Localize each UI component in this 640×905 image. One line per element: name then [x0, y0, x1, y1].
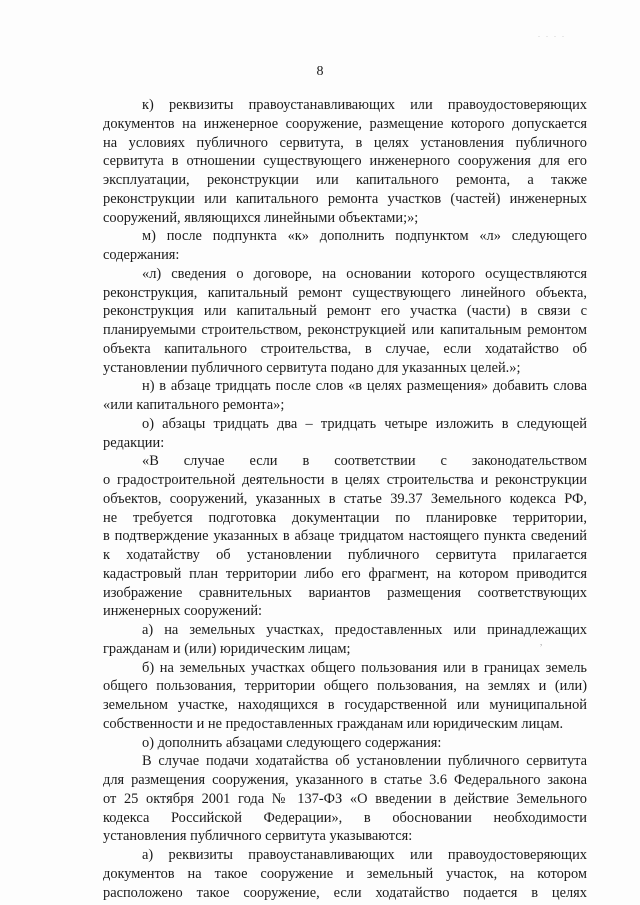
text-line: сервитута в отношении существующего инженерного сооружения для его [103, 153, 587, 170]
text-line: б) на земельных участках общего пользования или в границах земель [142, 659, 587, 676]
text-line: изображение сравнительных вариантов размещения соответствующих [103, 584, 587, 601]
text-line: к ходатайству об установлении публичного сервитута прилагается [103, 547, 587, 563]
paragraph [103, 96, 587, 227]
text-line: планируемыми строительством, реконструкцией или капитальным ремонтом [103, 322, 587, 338]
text-line: В случае подачи ходатайства об установлении публичного сервитута [142, 753, 587, 770]
paragraph [103, 734, 587, 753]
text-line: не требуется подготовка документации по планировке территории, [103, 509, 587, 526]
text-line: о) абзацы тридцать два – тридцать четыре изложить в следующей [142, 415, 587, 432]
paragraph [103, 265, 587, 378]
text-line: «л) сведения о договоре, на основании которого осуществляются [142, 265, 587, 282]
text-line: расположено такое сооружение, если ходатайство подается в целях [103, 884, 587, 901]
text-line: на условиях публичного сервитута, в целях установления публичного [103, 134, 587, 151]
text-line: в подтверждение указанных в абзаце тридцатом настоящего пункта сведений [103, 528, 587, 545]
text-line: «или капитального ремонта»; [103, 397, 285, 413]
text-line: кадастровый план территории либо его фрагмент, на котором приводится [103, 565, 587, 582]
text-line: объекта капитального строительства, в случае, если ходатайство об [103, 340, 587, 357]
text-line: инженерных сооружений: [103, 603, 263, 620]
text-line: «В случае если в соответствии с законодательством [142, 453, 587, 470]
text-line: земельном участке, находящихся в государственной или муниципальной [103, 697, 587, 713]
paragraph [103, 415, 587, 453]
text-line: редакции: [103, 434, 165, 451]
text-line: документов на инженерное сооружение, размещение которого допускается [103, 115, 587, 132]
text-line: объектов, сооружений, указанных в статье 39.37 Земельного кодекса РФ, [103, 490, 587, 507]
paragraph [103, 227, 587, 265]
text-line: реконструкция или капитальный ремонт его участка (части) в связи с [103, 303, 587, 320]
paragraph [103, 659, 587, 734]
paragraph [103, 377, 587, 415]
scan-corner-mark: . . . . [538, 30, 566, 39]
paragraph [103, 452, 587, 621]
text-line: установлении публичного сервитута подано для указанных целей.»; [103, 359, 521, 376]
text-line: к) реквизиты правоустанавливающих или правоудостоверяющих [142, 97, 587, 113]
stray-mark: , [540, 637, 543, 647]
text-line: от 25 октября 2001 года № 137-ФЗ «О введении в действие Земельного [103, 790, 587, 807]
text-line: документов на такое сооружение и земельный участок, на котором [103, 865, 587, 882]
text-line: а) реквизиты правоустанавливающих или правоудостоверяющих [142, 847, 587, 863]
text-line: кодекса Российской Федерации», в обосновании необходимости [103, 809, 587, 826]
paragraph [103, 621, 587, 659]
page-number: 8 [316, 64, 324, 79]
text-line: м) после подпункта «к» дополнить подпунктом «л» следующего [142, 228, 587, 245]
text-line: реконструкция, капитальный ремонт существующего линейного объекта, [103, 284, 587, 301]
paragraph [103, 752, 587, 846]
text-line: установления публичного сервитута указываются: [103, 828, 413, 845]
text-line: общего пользования, территории общего пользования, на землях и (или) [103, 678, 587, 695]
document-text [103, 96, 587, 902]
text-line: а) на земельных участках, предоставленных или принадлежащих [142, 622, 587, 638]
text-line: гражданам и (или) юридическим лицам; [103, 640, 351, 657]
text-line: эксплуатации, реконструкции или капитального ремонта, а также [103, 172, 587, 188]
text-line: содержания: [103, 247, 180, 263]
text-line: для размещения сооружения, указанного в статье 3.6 Федерального закона [103, 772, 587, 788]
text-line: сооружений, являющихся линейными объектами;»; [103, 209, 419, 226]
paragraph [103, 846, 587, 902]
text-line: собственности и не предоставленных гражданам или юридическим лицам. [103, 715, 564, 732]
text-line: реконструкции или капитального ремонта участков (частей) инженерных [103, 190, 587, 207]
text-line: о) дополнить абзацами следующего содержания: [142, 734, 442, 751]
text-line: н) в абзаце тридцать после слов «в целях размещения» добавить слова [142, 378, 587, 395]
text-line: о градостроительной деятельности в целях строительства и реконструкции [103, 472, 587, 488]
